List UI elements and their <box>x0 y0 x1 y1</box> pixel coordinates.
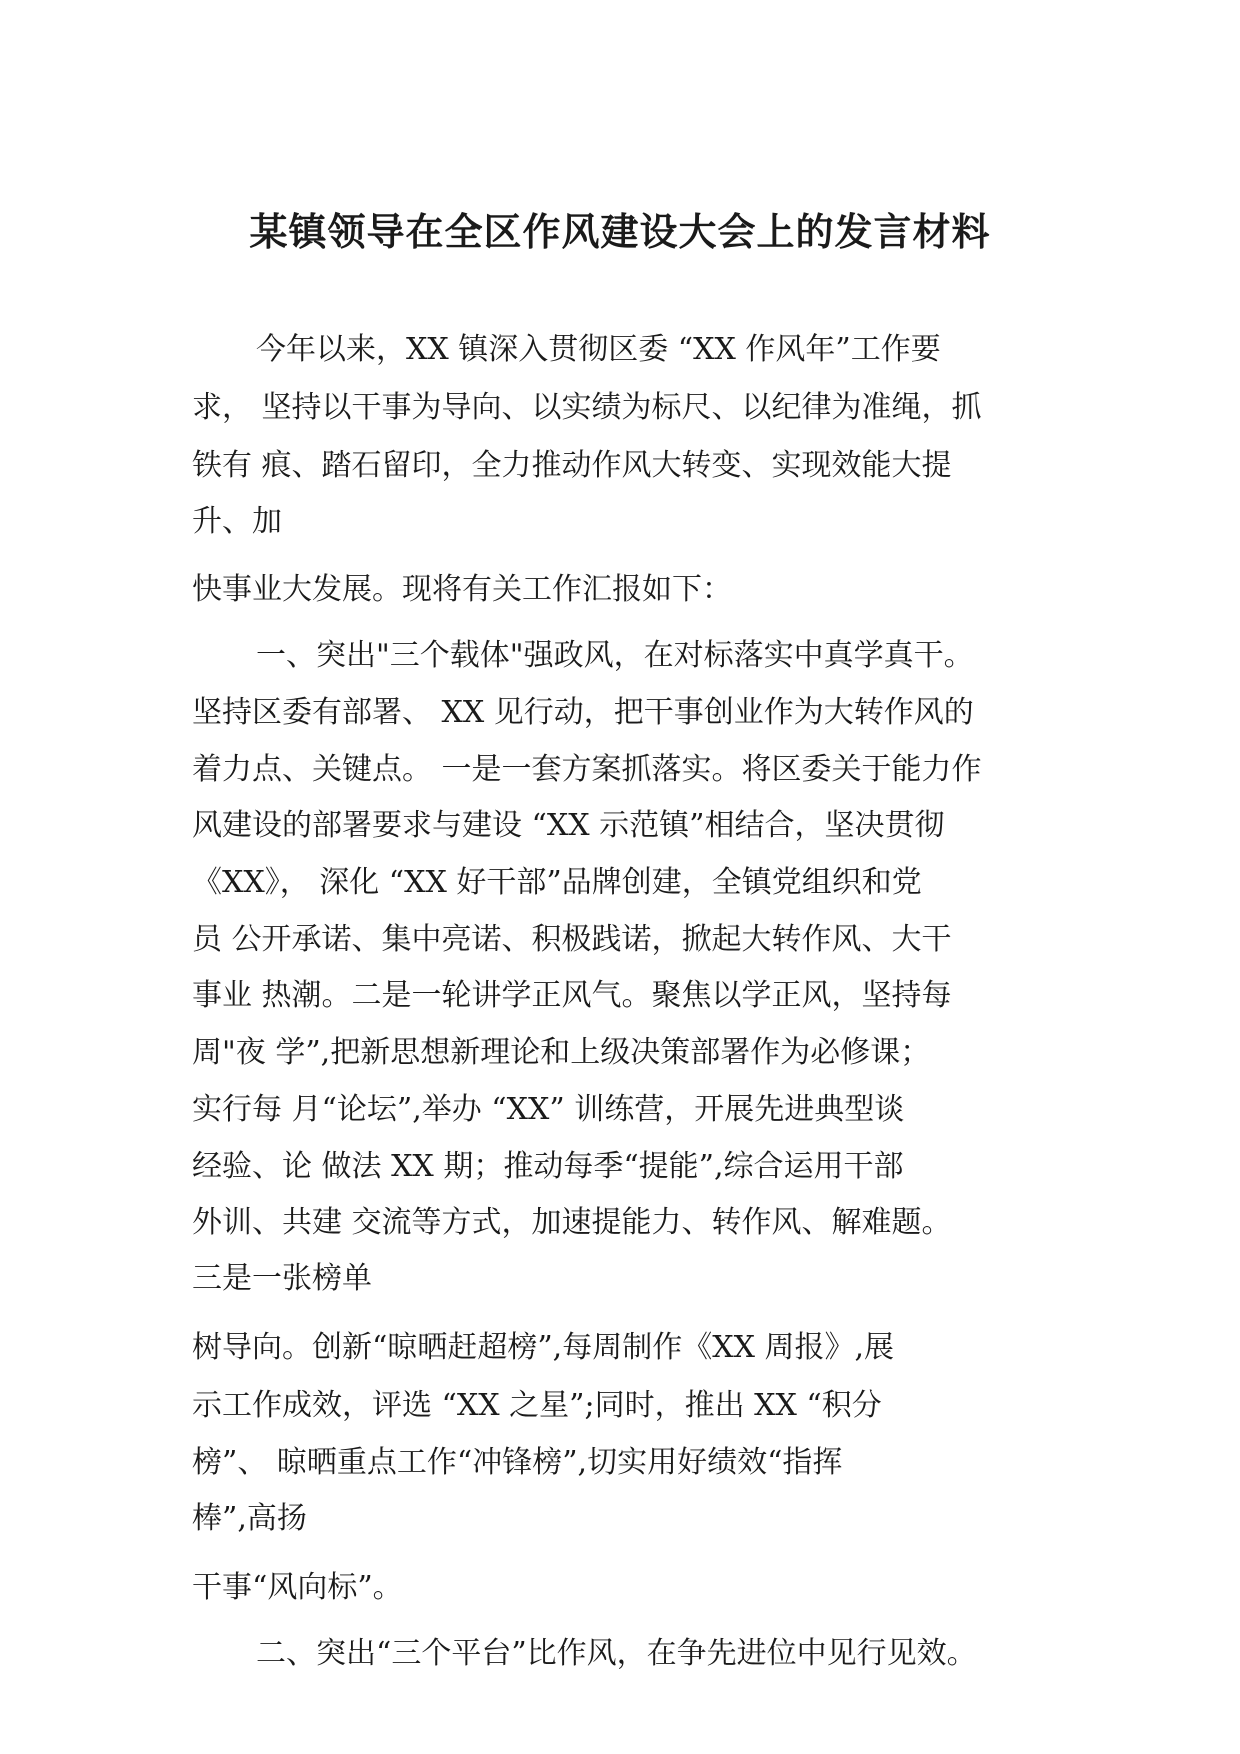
body-line: 《XX》， 深化 “XX 好干部”品牌创建，全镇党组织和党 <box>192 865 922 900</box>
body-line: 风建设的部署要求与建设 “XX 示范镇”相结合，坚决贯彻 <box>192 808 945 843</box>
body-line: 经验、论 做法 XX 期；推动每季“提能”,综合运用干部 <box>192 1149 904 1184</box>
body-line: 员 公开承诺、集中亮诺、积极践诺，掀起大转作风、大干 <box>192 922 952 957</box>
body-line: 事业 热潮。二是一轮讲学正风气。聚焦以学正风，坚持每 <box>192 978 952 1013</box>
body-line: 干事“风向标”。 <box>192 1570 403 1605</box>
body-line: 榜”、 晾晒重点工作“冲锋榜”,切实用好绩效“指挥 <box>192 1445 843 1480</box>
body-line: 求， 坚持以干事为导向、以实绩为标尺、以纪律为准绳，抓 <box>192 390 982 425</box>
section-heading: 二、突出“三个平台”比作风，在争先进位中见行见效。 <box>256 1636 977 1671</box>
body-line: 着力点、关键点。 一是一套方案抓落实。将区委关于能力作 <box>192 752 982 787</box>
body-line: 棒”,高扬 <box>192 1501 307 1536</box>
body-line: 实行每 月“论坛”,举办 “XX” 训练营，开展先进典型谈 <box>192 1092 905 1127</box>
document-title: 某镇领导在全区作风建设大会上的发言材料 <box>249 210 991 254</box>
body-line: 坚持区委有部署、 XX 见行动，把干事创业作为大转作风的 <box>192 695 974 730</box>
body-line: 快事业大发展。现将有关工作汇报如下： <box>192 572 732 607</box>
body-line: 升、加 <box>192 504 282 539</box>
body-line: 三是一张榜单 <box>192 1261 372 1296</box>
body-line: 示工作成效，评选 “XX 之星”;同时，推出 XX “积分 <box>192 1388 882 1423</box>
body-line: 树导向。创新“晾晒赶超榜”,每周制作《XX 周报》,展 <box>192 1330 894 1365</box>
section-heading: 一、突出"三个载体"强政风，在对标落实中真学真干。 <box>256 638 974 673</box>
body-line: 外训、共建 交流等方式，加速提能力、转作风、解难题。 <box>192 1205 952 1240</box>
body-line: 铁有 痕、踏石留印，全力推动作风大转变、实现效能大提 <box>192 448 952 483</box>
body-line: 周"夜 学”,把新思想新理论和上级决策部署作为必修课； <box>192 1035 931 1070</box>
body-line: 今年以来，XX 镇深入贯彻区委 “XX 作风年”工作要 <box>256 332 941 367</box>
